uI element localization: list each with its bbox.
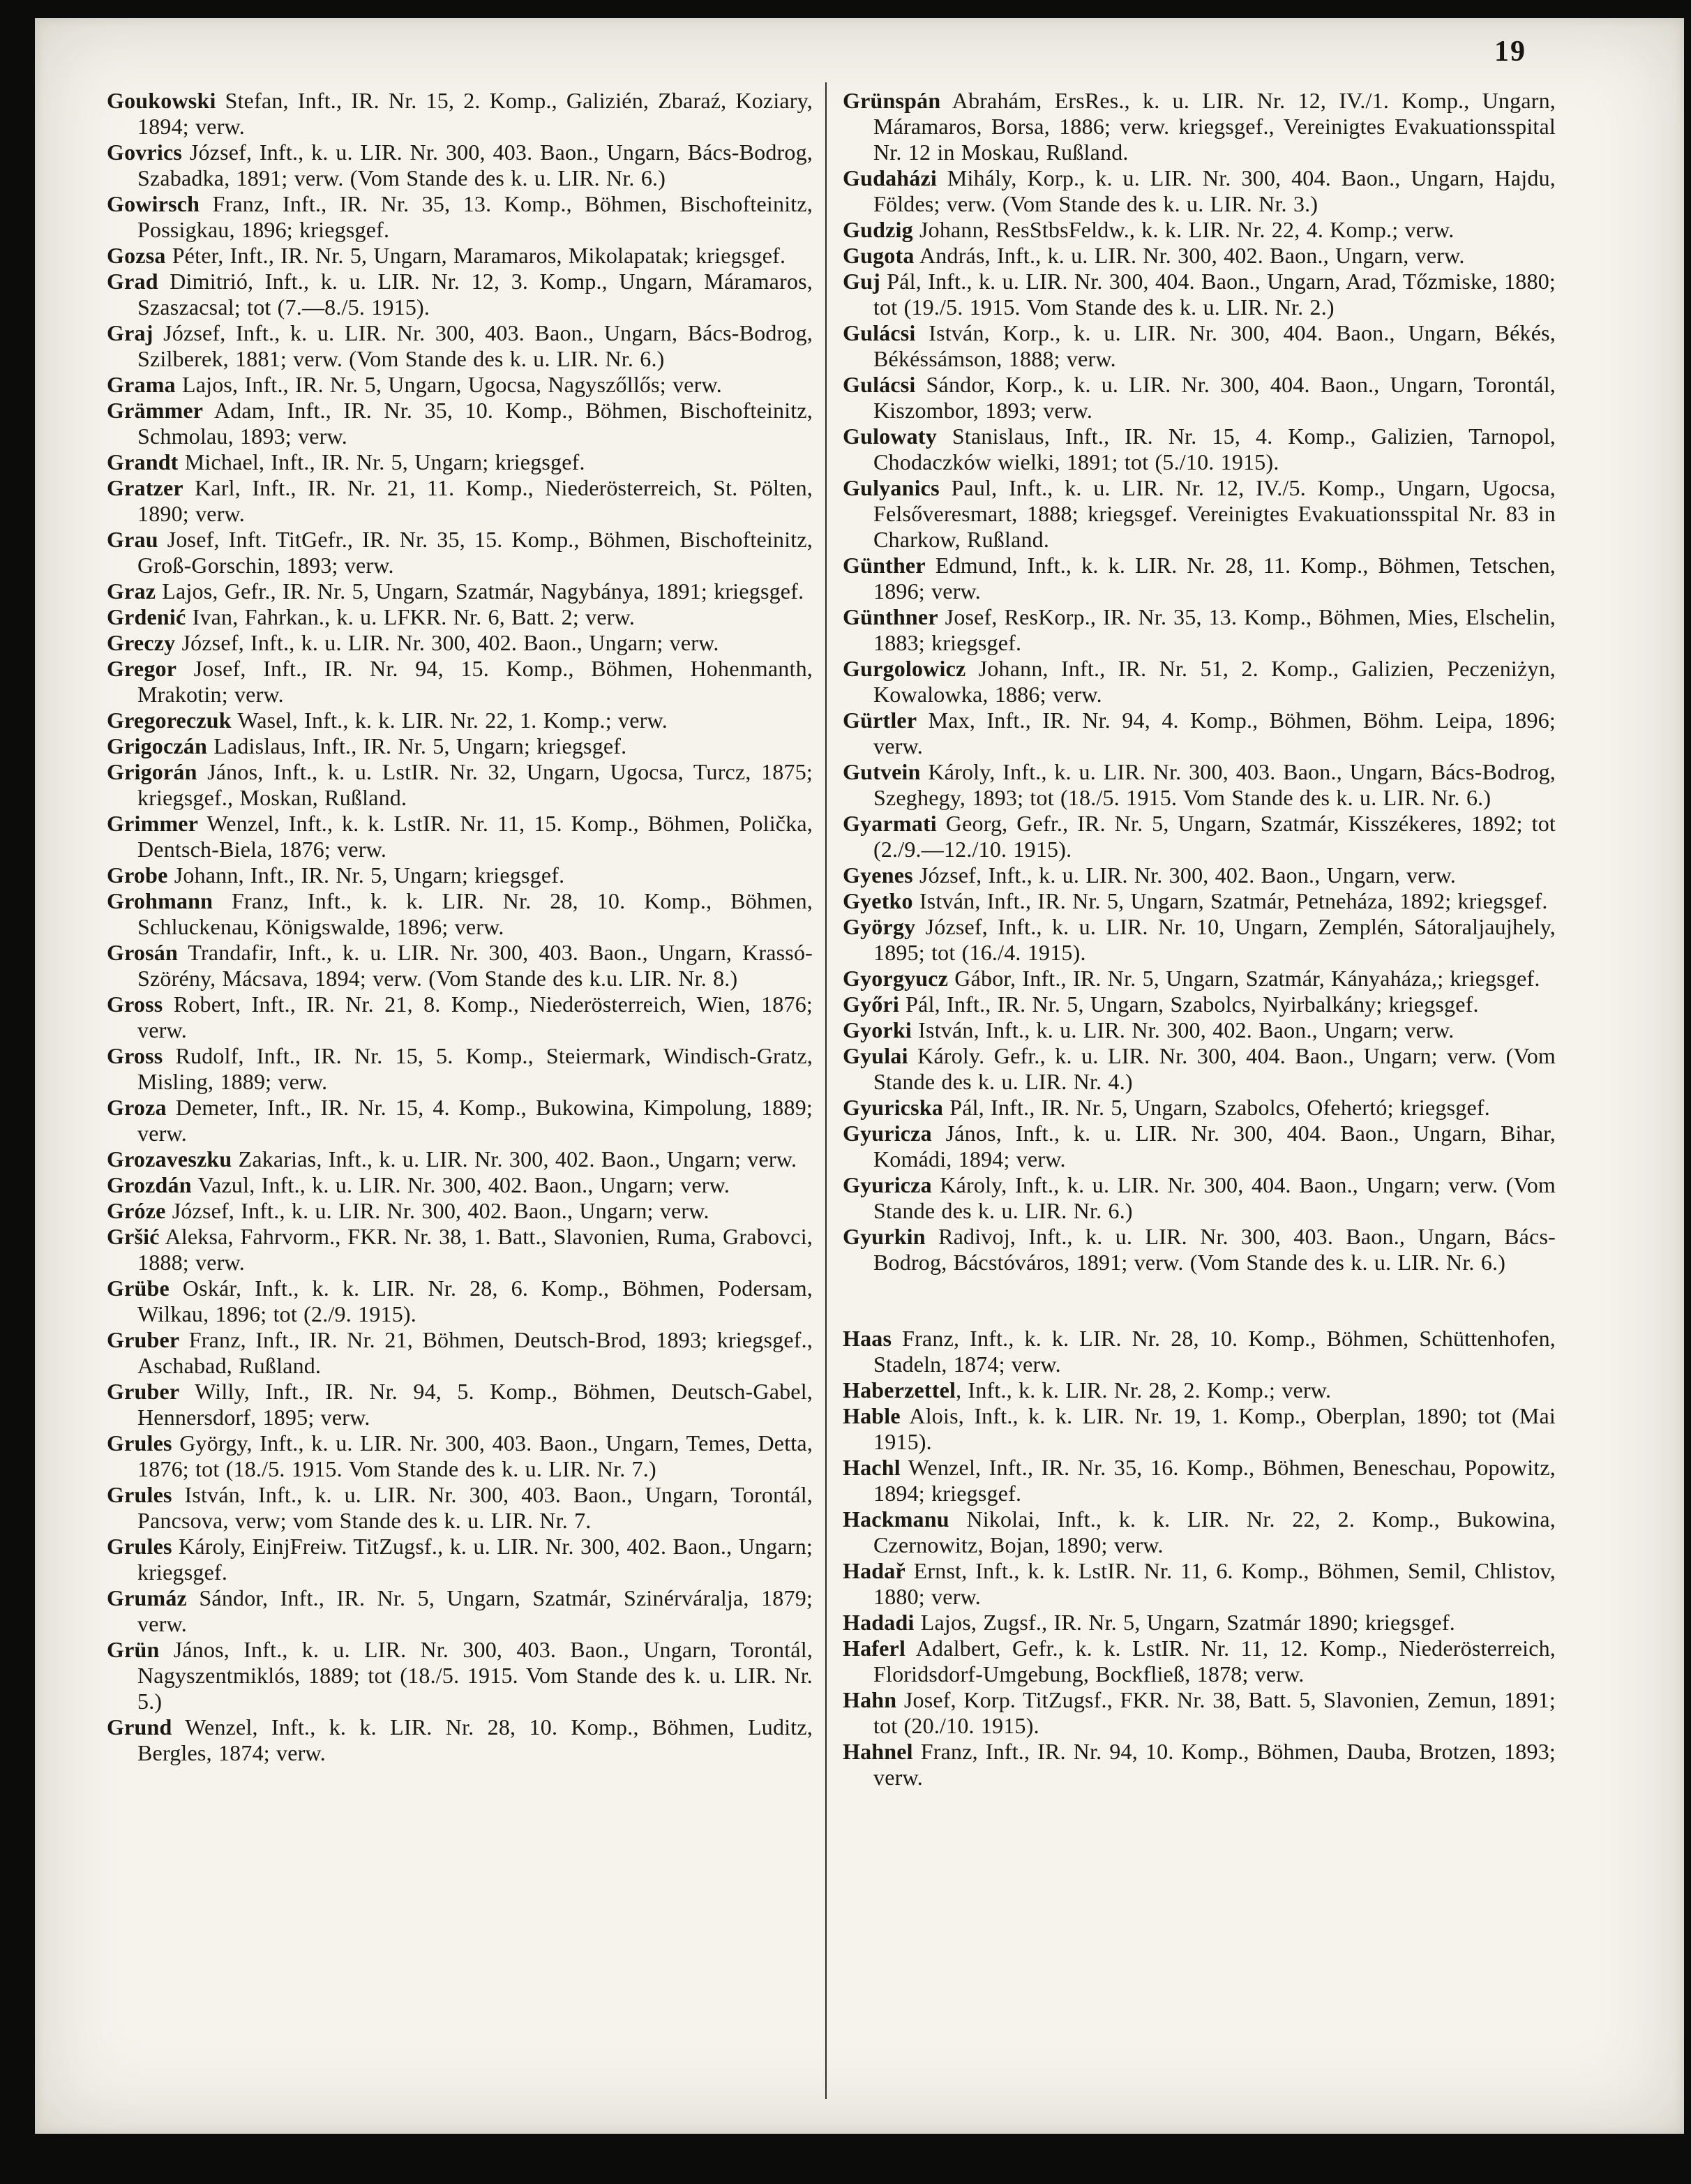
entry-surname: Gršić	[107, 1224, 160, 1249]
entry-details: Vazul, Inft., k. u. LIR. Nr. 300, 402. Baon., Ungarn; verw.	[191, 1172, 730, 1197]
entry-details: Oskár, Inft., k. k. LIR. Nr. 28, 6. Komp., Böhmen, Podersam, Wilkau, 1896; tot (2./9. 1915).	[137, 1276, 813, 1326]
entry-surname: Hahnel	[843, 1739, 913, 1764]
entry-details: Ernst, Inft., k. k. LstIR. Nr. 11, 6. Komp., Böhmen, Semil, Chlistov, 1880; verw.	[873, 1558, 1556, 1609]
entry-surname: Gróze	[107, 1198, 166, 1223]
entry-details: Johann, Inft., IR. Nr. 51, 2. Komp., Galizien, Peczeniżyn, Kowalowka, 1886; verw.	[873, 656, 1556, 707]
entry-surname: Haas	[843, 1326, 892, 1351]
entry-surname: Gowirsch	[107, 191, 200, 216]
casualty-entry	[843, 656, 1556, 708]
entry-surname: Grigorán	[107, 759, 197, 784]
entry-details: Adam, Inft., IR. Nr. 35, 10. Komp., Böhmen, Bischofteinitz, Schmolau, 1893; verw.	[137, 398, 813, 449]
entry-surname: Grünspán	[843, 88, 941, 113]
entry-surname: Goukowski	[107, 88, 216, 113]
entry-surname: Gudaházi	[843, 165, 937, 190]
entry-surname: Gregoreczuk	[107, 708, 232, 733]
entry-surname: Gugota	[843, 243, 915, 268]
entry-details: István, Inft., IR. Nr. 5, Ungarn, Szatmár, Petneháza, 1892; kriegsgef.	[912, 888, 1548, 913]
entry-surname: Hable	[843, 1403, 901, 1428]
casualty-entry	[107, 1534, 813, 1585]
casualty-entry	[107, 578, 813, 604]
entry-details: József, Inft., k. u. LIR. Nr. 300, 402. Baon., Ungarn; verw.	[165, 1198, 709, 1223]
entry-surname: Grün	[107, 1637, 160, 1662]
entry-details: Josef, Korp. TitZugsf., FKR. Nr. 38, Batt. 5, Slavonien, Zemun, 1891; tot (20./10. 1915).	[873, 1687, 1556, 1738]
entry-surname: Graj	[107, 320, 153, 345]
entry-details: Mihály, Korp., k. u. LIR. Nr. 300, 404. Baon., Ungarn, Hajdu, Földes; verw. (Vom Stande des k. u. LIR. Nr. 3.)	[873, 165, 1556, 216]
entry-details: Josef, Inft., IR. Nr. 94, 15. Komp., Böhmen, Hohenmanth, Mrakotin; verw.	[137, 656, 813, 707]
entry-surname: Hadadi	[843, 1610, 915, 1635]
casualty-entry	[107, 269, 813, 320]
casualty-entry	[843, 1224, 1556, 1276]
casualty-entry	[843, 811, 1556, 862]
entry-surname: Gürtler	[843, 708, 917, 733]
entry-surname: Gutvein	[843, 759, 921, 784]
casualty-entry	[107, 1379, 813, 1430]
casualty-entry	[843, 1017, 1556, 1043]
entry-details: Aleksa, Fahrvorm., FKR. Nr. 38, 1. Batt., Slavonien, Ruma, Grabovci, 1888; verw.	[137, 1224, 813, 1275]
entry-surname: Grules	[107, 1482, 172, 1507]
casualty-entry	[843, 320, 1556, 372]
entry-surname: Győri	[843, 992, 899, 1017]
entry-surname: Gudzig	[843, 217, 913, 242]
entry-surname: Gregor	[107, 656, 177, 681]
casualty-entry	[107, 1224, 813, 1276]
entry-details: Franz, Inft., IR. Nr. 94, 10. Komp., Böhmen, Dauba, Brotzen, 1893; verw.	[873, 1739, 1556, 1790]
casualty-entry	[843, 88, 1556, 165]
entry-details: Franz, Inft., k. k. LIR. Nr. 28, 10. Komp., Böhmen, Schluckenau, Königswalde, 1896; verw.	[137, 888, 813, 939]
entry-details: Johann, Inft., IR. Nr. 5, Ungarn; kriegsgef.	[167, 862, 565, 888]
casualty-entry	[107, 1146, 813, 1172]
casualty-entry	[107, 88, 813, 140]
entry-surname: Gulyanics	[843, 475, 940, 500]
casualty-entry	[843, 759, 1556, 811]
entry-surname: Gyuricza	[843, 1172, 932, 1197]
casualty-entry	[107, 759, 813, 811]
entry-surname: Gruber	[107, 1379, 180, 1404]
casualty-entry	[843, 1172, 1556, 1224]
entry-details: Georg, Gefr., IR. Nr. 5, Ungarn, Szatmár, Kisszékeres, 1892; tot (2./9.—12./10. 1915).	[873, 811, 1556, 862]
entry-details: Lajos, Inft., IR. Nr. 5, Ungarn, Ugocsa, Nagyszőllős; verw.	[175, 372, 722, 397]
entry-details: Péter, Inft., IR. Nr. 5, Ungarn, Maramaros, Mikolapatak; kriegsgef.	[165, 243, 786, 268]
entry-surname: Gyuricska	[843, 1095, 944, 1120]
entry-surname: Gyetko	[843, 888, 913, 913]
casualty-entry	[107, 1430, 813, 1482]
entry-surname: Günther	[843, 553, 926, 578]
entry-details: János, Inft., k. u. LIR. Nr. 300, 404. Baon., Ungarn, Bihar, Komádi, 1894; verw.	[873, 1121, 1556, 1172]
column-divider	[825, 82, 827, 2099]
entry-details: József, Inft., k. u. LIR. Nr. 300, 402. Baon., Ungarn; verw.	[175, 630, 719, 655]
entry-surname: Grozaveszku	[107, 1146, 232, 1172]
entry-surname: Hachl	[843, 1455, 901, 1480]
casualty-entry	[107, 1327, 813, 1379]
casualty-entry	[843, 992, 1556, 1017]
entry-details: Nikolai, Inft., k. k. LIR. Nr. 22, 2. Komp., Bukowina, Czernowitz, Bojan, 1890; verw.	[873, 1506, 1556, 1557]
entry-details: Trandafir, Inft., k. u. LIR. Nr. 300, 403. Baon., Ungarn, Krassó-Szörény, Mácsava, 1894; verw. (Vom Stande des k.u. LIR. Nr. 8.)	[137, 940, 813, 991]
entry-details: Robert, Inft., IR. Nr. 21, 8. Komp., Niederösterreich, Wien, 1876; verw.	[137, 992, 813, 1042]
entry-surname: Grandt	[107, 449, 179, 474]
casualty-entry	[107, 320, 813, 372]
page-number: 19	[1494, 36, 1526, 68]
casualty-entry	[107, 449, 813, 475]
entry-surname: Gross	[107, 992, 163, 1017]
casualty-entry	[107, 992, 813, 1043]
right-column	[843, 88, 1556, 1790]
entry-details: Radivoj, Inft., k. u. LIR. Nr. 300, 403. Baon., Ungarn, Bács-Bodrog, Bácstóváros, 1891; verw. (Vom Stande des k. u. LIR. Nr. 6.)	[873, 1224, 1556, 1275]
entry-details: Abrahám, ErsRes., k. u. LIR. Nr. 12, IV./1. Komp., Ungarn, Máramaros, Borsa, 1886; verw. kriegsgef., Vereinigtes Evakuationsspital Nr. 12 in Moskau, Rußland.	[873, 88, 1556, 165]
casualty-entry	[107, 1198, 813, 1224]
casualty-entry	[843, 1377, 1556, 1403]
entry-surname: Hackmanu	[843, 1506, 949, 1532]
entry-surname: Gozsa	[107, 243, 166, 268]
casualty-entry	[107, 656, 813, 708]
casualty-entry	[107, 1714, 813, 1766]
entry-details: Károly. Gefr., k. u. LIR. Nr. 300, 404. Baon., Ungarn; verw. (Vom Stande des k. u. LIR. Nr. 4.)	[873, 1043, 1556, 1094]
right-column-group-h	[843, 1326, 1556, 1790]
entry-details: Adalbert, Gefr., k. k. LstIR. Nr. 11, 12. Komp., Niederösterreich, Floridsdorf-Umgebung, Bockfließ, 1878; verw.	[873, 1636, 1556, 1686]
entry-details: Edmund, Inft., k. k. LIR. Nr. 28, 11. Komp., Böhmen, Tetschen, 1896; verw.	[873, 553, 1556, 604]
entry-details: Josef, ResKorp., IR. Nr. 35, 13. Komp., Böhmen, Mies, Elschelin, 1883; kriegsgef.	[873, 604, 1556, 655]
entry-surname: Gross	[107, 1043, 163, 1068]
right-column-group-g	[843, 88, 1556, 1276]
entry-details: József, Inft., k. u. LIR. Nr. 300, 403. Baon., Ungarn, Bács-Bodrog, Szilberek, 1881; verw. (Vom Stande des k. u. LIR. Nr. 6.)	[137, 320, 813, 371]
entry-surname: Govrics	[107, 140, 183, 165]
entry-details: Dimitrió, Inft., k. u. LIR. Nr. 12, 3. Komp., Ungarn, Máramaros, Szaszacsal; tot (7.—8./5. 1915).	[137, 269, 813, 320]
casualty-entry	[843, 914, 1556, 966]
casualty-entry	[107, 372, 813, 398]
entry-surname: Gyurkin	[843, 1224, 926, 1249]
entry-details: Franz, Inft., k. k. LIR. Nr. 28, 10. Komp., Böhmen, Schüttenhofen, Stadeln, 1874; verw.	[873, 1326, 1556, 1377]
casualty-entry	[107, 475, 813, 527]
entry-details: Károly, Inft., k. u. LIR. Nr. 300, 404. Baon., Ungarn; verw. (Vom Stande des k. u. LIR. Nr. 6.)	[873, 1172, 1556, 1223]
entry-surname: Grämmer	[107, 398, 204, 423]
casualty-entry	[107, 1637, 813, 1714]
entry-details: János, Inft., k. u. LstIR. Nr. 32, Ungarn, Ugocsa, Turcz, 1875; kriegsgef., Moskan, Rußland.	[137, 759, 813, 810]
casualty-entry	[843, 1687, 1556, 1739]
casualty-entry	[107, 630, 813, 656]
entry-surname: Haferl	[843, 1636, 906, 1661]
entry-details: János, Inft., k. u. LIR. Nr. 300, 403. Baon., Ungarn, Torontál, Nagyszentmiklós, 1889; tot (18./5. 1915. Vom Stande des k. u. LIR. Nr. 5.)	[137, 1637, 813, 1714]
casualty-entry	[107, 888, 813, 940]
entry-surname: Groza	[107, 1095, 167, 1120]
casualty-entry	[843, 269, 1556, 320]
entry-surname: Grad	[107, 269, 158, 294]
entry-surname: Gyulai	[843, 1043, 908, 1068]
entry-details: Sándor, Inft., IR. Nr. 5, Ungarn, Szatmár, Szinérváralja, 1879; verw.	[137, 1585, 813, 1636]
casualty-entry	[843, 966, 1556, 992]
entry-details: Stefan, Inft., IR. Nr. 15, 2. Komp., Galizién, Zbaraź, Koziary, 1894; verw.	[137, 88, 813, 139]
entry-surname: Grdenić	[107, 604, 186, 629]
entry-details: Johann, ResStbsFeldw., k. k. LIR. Nr. 22, 4. Komp.; verw.	[912, 217, 1455, 242]
entry-surname: Gyenes	[843, 862, 913, 888]
entry-details: József, Inft., k. u. LIR. Nr. 300, 403. Baon., Ungarn, Bács-Bodrog, Szabadka, 1891; verw. (Vom Stande des k. u. LIR. Nr. 6.)	[137, 140, 813, 190]
casualty-entry	[107, 1482, 813, 1534]
entry-details: András, Inft., k. u. LIR. Nr. 300, 402. Baon., Ungarn, verw.	[914, 243, 1465, 268]
entry-surname: Grules	[107, 1534, 172, 1559]
casualty-entry	[843, 1636, 1556, 1687]
entry-surname: Grau	[107, 527, 158, 552]
entry-details: Ladislaus, Inft., IR. Nr. 5, Ungarn; kriegsgef.	[207, 733, 627, 758]
entry-details: Károly, Inft., k. u. LIR. Nr. 300, 403. Baon., Ungarn, Bács-Bodrog, Szeghegy, 1893; tot (18./5. 1915. Vom Stande des k. u. LIR. Nr. 6.)	[873, 759, 1556, 810]
casualty-entry	[843, 217, 1556, 243]
entry-details: Franz, Inft., IR. Nr. 35, 13. Komp., Böhmen, Bischofteinitz, Possigkau, 1896; kriegsgef.	[137, 191, 813, 242]
entry-surname: Gratzer	[107, 475, 183, 500]
casualty-entry	[843, 165, 1556, 217]
entry-details: Demeter, Inft., IR. Nr. 15, 4. Komp., Bukowina, Kimpolung, 1889; verw.	[137, 1095, 813, 1146]
casualty-entry	[843, 1506, 1556, 1558]
entry-surname: Grigoczán	[107, 733, 207, 758]
entry-surname: Grübe	[107, 1276, 170, 1301]
casualty-entry	[107, 1043, 813, 1095]
entry-surname: Gyorgyucz	[843, 966, 949, 991]
entry-details: József, Inft., k. u. LIR. Nr. 300, 402. Baon., Ungarn, verw.	[912, 862, 1457, 888]
entry-surname: Gruber	[107, 1327, 180, 1352]
entry-details: István, Korp., k. u. LIR. Nr. 300, 404. Baon., Ungarn, Békés, Békéssámson, 1888; verw.	[873, 320, 1556, 371]
entry-details: Pál, Inft., k. u. LIR. Nr. 300, 404. Baon., Ungarn, Arad, Tőzmiske, 1880; tot (19./5. 1915. Vom Stande des k. u. LIR. Nr. 2.)	[873, 269, 1556, 320]
entry-details: Ivan, Fahrkan., k. u. LFKR. Nr. 6, Batt. 2; verw.	[186, 604, 636, 629]
casualty-entry	[843, 1043, 1556, 1095]
casualty-entry	[843, 243, 1556, 269]
casualty-entry	[843, 1326, 1556, 1377]
entry-details: István, Inft., k. u. LIR. Nr. 300, 403. Baon., Ungarn, Torontál, Pancsova, verw; vom Stande des k. u. LIR. Nr. 7.	[137, 1482, 813, 1533]
casualty-entry	[843, 708, 1556, 759]
entry-details: Sándor, Korp., k. u. LIR. Nr. 300, 404. Baon., Ungarn, Torontál, Kiszombor, 1893; verw.	[873, 372, 1556, 423]
casualty-entry	[843, 1610, 1556, 1636]
casualty-entry	[107, 1095, 813, 1146]
entry-details: Károly, EinjFreiw. TitZugsf., k. u. LIR. Nr. 300, 402. Baon., Ungarn; kriegsgef.	[137, 1534, 813, 1585]
casualty-entry	[107, 1585, 813, 1637]
entry-details: Lajos, Gefr., IR. Nr. 5, Ungarn, Szatmár, Nagybánya, 1891; kriegsgef.	[156, 578, 804, 604]
casualty-entry	[107, 527, 813, 578]
entry-details: Josef, Inft. TitGefr., IR. Nr. 35, 15. Komp., Böhmen, Bischofteinitz, Groß-Gorschin, 1893; verw.	[137, 527, 813, 578]
casualty-entry	[843, 1121, 1556, 1172]
entry-surname: Hahn	[843, 1687, 897, 1712]
casualty-entry	[107, 191, 813, 243]
casualty-entry	[107, 733, 813, 759]
entry-details: Stanislaus, Inft., IR. Nr. 15, 4. Komp., Galizien, Tarnopol, Chodaczków wielki, 1891; tot (5./10. 1915).	[873, 424, 1556, 474]
entry-surname: Grosán	[107, 940, 178, 965]
entry-details: Michael, Inft., IR. Nr. 5, Ungarn; kriegsgef.	[178, 449, 585, 474]
entry-surname: Grama	[107, 372, 176, 397]
casualty-entry	[107, 708, 813, 733]
entry-surname: Graz	[107, 578, 156, 604]
entry-surname: Gurgolowicz	[843, 656, 966, 681]
entry-details: Pál, Inft., IR. Nr. 5, Ungarn, Szabolcs, Ofehertó; kriegsgef.	[943, 1095, 1490, 1120]
scan-page	[35, 18, 1684, 2134]
entry-surname: Gyorki	[843, 1017, 912, 1042]
casualty-entry	[843, 1739, 1556, 1790]
entry-surname: Greczy	[107, 630, 176, 655]
casualty-entry	[107, 140, 813, 191]
entry-surname: Grozdán	[107, 1172, 192, 1197]
entry-details: Lajos, Zugsf., IR. Nr. 5, Ungarn, Szatmár 1890; kriegsgef.	[914, 1610, 1455, 1635]
entry-surname: Haberzettel	[843, 1377, 956, 1403]
entry-surname: György	[843, 914, 916, 939]
casualty-entry	[843, 424, 1556, 475]
entry-surname: Grumáz	[107, 1585, 187, 1610]
casualty-entry	[843, 1455, 1556, 1506]
entry-details: Wenzel, Inft., k. k. LIR. Nr. 28, 10. Komp., Böhmen, Luditz, Bergles, 1874; verw.	[137, 1714, 813, 1765]
entry-surname: Gyarmati	[843, 811, 937, 836]
entry-surname: Grules	[107, 1430, 172, 1456]
entry-details: Willy, Inft., IR. Nr. 94, 5. Komp., Böhmen, Deutsch-Gabel, Hennersdorf, 1895; verw.	[137, 1379, 813, 1430]
entry-surname: Grund	[107, 1714, 172, 1740]
entry-surname: Günthner	[843, 604, 938, 629]
left-column	[107, 88, 813, 1766]
casualty-entry	[843, 553, 1556, 604]
entry-details: Wenzel, Inft., k. k. LstIR. Nr. 11, 15. Komp., Böhmen, Polička, Dentsch-Biela, 1876; verw.	[137, 811, 813, 862]
entry-details: Karl, Inft., IR. Nr. 21, 11. Komp., Niederösterreich, St. Pölten, 1890; verw.	[137, 475, 813, 526]
entry-details: Max, Inft., IR. Nr. 94, 4. Komp., Böhmen, Böhm. Leipa, 1896; verw.	[873, 708, 1556, 758]
entry-details: Wasel, Inft., k. k. LIR. Nr. 22, 1. Komp.; verw.	[231, 708, 668, 733]
casualty-entry	[843, 1558, 1556, 1610]
entry-surname: Gulácsi	[843, 372, 916, 397]
casualty-entry	[107, 811, 813, 862]
entry-details: József, Inft., k. u. LIR. Nr. 10, Ungarn, Zemplén, Sátoraljaujhely, 1895; tot (16./4. 1915).	[873, 914, 1556, 965]
casualty-entry	[843, 475, 1556, 553]
casualty-entry	[843, 888, 1556, 914]
entry-surname: Guj	[843, 269, 880, 294]
entry-surname: Gulácsi	[843, 320, 916, 345]
entry-details: Alois, Inft., k. k. LIR. Nr. 19, 1. Komp., Oberplan, 1890; tot (Mai 1915).	[873, 1403, 1556, 1454]
entry-surname: Gulowaty	[843, 424, 937, 449]
casualty-entry	[107, 243, 813, 269]
entry-details: Wenzel, Inft., IR. Nr. 35, 16. Komp., Böhmen, Beneschau, Popowitz, 1894; kriegsgef.	[873, 1455, 1556, 1506]
entry-surname: Hadař	[843, 1558, 905, 1583]
entry-details: Franz, Inft., IR. Nr. 21, Böhmen, Deutsch-Brod, 1893; kriegsgef., Aschabad, Rußland.	[137, 1327, 813, 1378]
entry-surname: Grimmer	[107, 811, 199, 836]
casualty-entry	[107, 398, 813, 449]
entry-surname: Grohmann	[107, 888, 213, 913]
casualty-entry	[107, 1276, 813, 1327]
casualty-entry	[843, 862, 1556, 888]
casualty-entry	[843, 604, 1556, 656]
entry-details: Gábor, Inft., IR. Nr. 5, Ungarn, Szatmár, Kányaháza,; kriegsgef.	[948, 966, 1540, 991]
entry-details: György, Inft., k. u. LIR. Nr. 300, 403. Baon., Ungarn, Temes, Detta, 1876; tot (18./5. 1915. Vom Stande des k. u. LIR. Nr. 7.)	[137, 1430, 813, 1481]
entry-surname: Grobe	[107, 862, 168, 888]
entry-surname: Gyuricza	[843, 1121, 932, 1146]
casualty-entry	[107, 940, 813, 992]
casualty-entry	[843, 1095, 1556, 1121]
entry-details: Zakarias, Inft., k. u. LIR. Nr. 300, 402. Baon., Ungarn; verw.	[232, 1146, 797, 1172]
entry-details: Pál, Inft., IR. Nr. 5, Ungarn, Szabolcs, Nyirbalkány; kriegsgef.	[899, 992, 1479, 1017]
entry-details: , Inft., k. k. LIR. Nr. 28, 2. Komp.; verw.	[956, 1377, 1332, 1403]
casualty-entry	[843, 1403, 1556, 1455]
entry-details: Rudolf, Inft., IR. Nr. 15, 5. Komp., Steiermark, Windisch-Gratz, Misling, 1889; verw.	[137, 1043, 813, 1094]
entry-details: István, Inft., k. u. LIR. Nr. 300, 402. Baon., Ungarn; verw.	[911, 1017, 1455, 1042]
casualty-entry	[107, 1172, 813, 1198]
casualty-entry	[107, 604, 813, 630]
entry-details: Paul, Inft., k. u. LIR. Nr. 12, IV./5. Komp., Ungarn, Ugocsa, Felsőveresmart, 1888; kriegsgef. Vereinigtes Evakuationsspital Nr. 83 in Charkow, Rußland.	[873, 475, 1556, 552]
casualty-entry	[107, 862, 813, 888]
casualty-entry	[843, 372, 1556, 424]
